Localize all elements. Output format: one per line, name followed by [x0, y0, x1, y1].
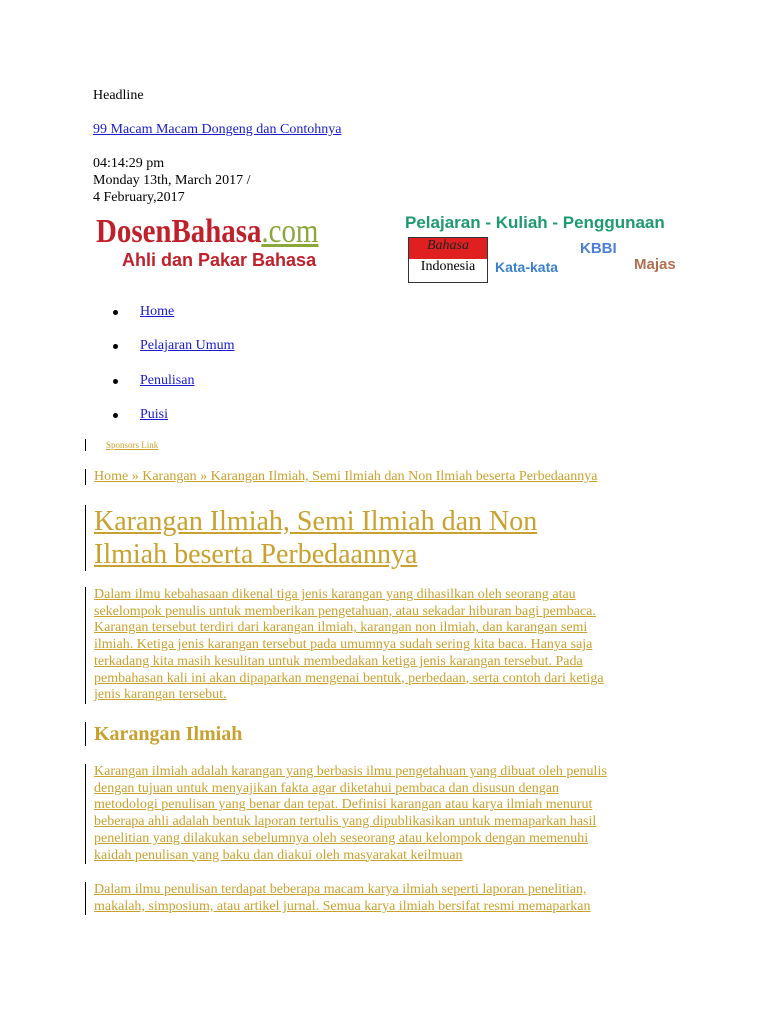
- breadcrumb: [85, 469, 597, 485]
- page-title: [85, 505, 537, 571]
- paragraph-line[interactable]: jenis karangan tersebut.: [94, 687, 227, 703]
- sponsors-link[interactable]: Sponsors Link: [106, 440, 159, 450]
- nav-link[interactable]: Puisi: [140, 407, 169, 422]
- paragraph-line[interactable]: Karangan tersebut terdiri dari karangan ilmiah, karangan non ilmiah, dan karangan semi: [94, 620, 588, 636]
- nav-link[interactable]: Home: [140, 304, 175, 319]
- headline-link[interactable]: 99 Macam Macam Dongeng dan Contohnya: [93, 122, 342, 137]
- banner-title: Pelajaran - Kuliah - Penggunaan: [405, 213, 665, 232]
- banner-word-kata: Kata-kata: [495, 259, 559, 275]
- title-line[interactable]: Ilmiah beserta Perbedaannya: [94, 539, 418, 570]
- section-heading: [85, 722, 242, 746]
- section-heading-text: Karangan Ilmiah: [94, 723, 243, 745]
- paragraph-2: [85, 882, 590, 915]
- nav-link[interactable]: Pelajaran Umum: [140, 338, 235, 353]
- paragraph-line[interactable]: makalah, simposium, atau artikel jurnal. Semua karya ilmiah bersifat resmi memaparkan: [94, 898, 591, 914]
- banner-word-kbbi: KBBI: [580, 240, 617, 257]
- bahasa-indonesia-box: [408, 237, 488, 283]
- date: Monday 13th, March 2017 /: [93, 173, 251, 188]
- logo-tagline: Ahli dan Pakar Bahasa: [122, 250, 317, 270]
- breadcrumb-links[interactable]: Home » Karangan » Karangan Ilmiah, Semi Ilmiah dan Non Ilmiah beserta Perbedaannya: [94, 469, 598, 484]
- paragraph-line[interactable]: penelitian yang dilakukan sebelumnya oleh seseorang atau kelompok dengan memenuhi: [94, 830, 589, 846]
- paragraph-line[interactable]: kaidah penulisan yang baku dan diakui oleh masyarakat keilmuan: [94, 847, 463, 863]
- site-logo[interactable]: [96, 214, 356, 274]
- nav-link[interactable]: Penulisan: [140, 373, 195, 388]
- headline-label: Headline: [93, 88, 144, 103]
- paragraph-line[interactable]: pembahasan kali ini akan dipaparkan mengenai bentuk, perbedaan, serta contoh dari ketiga: [94, 670, 604, 686]
- paragraph-line[interactable]: terkadang kita masih kesulitan untuk membedakan ketiga jenis karangan tersebut. Pada: [94, 653, 583, 669]
- paragraph-line[interactable]: Dalam ilmu kebahasaan dikenal tiga jenis karangan yang dihasilkan oleh seorang atau: [94, 587, 576, 602]
- time: 04:14:29 pm: [93, 156, 165, 171]
- date-2: 4 February,2017: [93, 190, 185, 205]
- paragraph-line[interactable]: dengan tujuan untuk menyajikan fakta agar diketahui pembaca dan disusun dengan: [94, 780, 559, 796]
- paragraph-1: [85, 764, 607, 864]
- paragraph-line[interactable]: beberapa ahli adalah bentuk laporan tertulis yang dipublikasikan untuk memaparkan hasil: [94, 814, 597, 830]
- paragraph-line[interactable]: metodologi penulisan yang benar dan tepat. Definisi karangan atau karya ilmiah menurut: [94, 797, 593, 813]
- banner: [405, 213, 700, 283]
- box-bottom: Indonesia: [420, 259, 476, 274]
- intro-paragraph: [85, 587, 604, 704]
- box-top: Bahasa: [409, 238, 487, 259]
- logo-brand: DosenBahasa: [96, 213, 262, 250]
- banner-word-majas: Majas: [634, 256, 676, 273]
- paragraph-line[interactable]: Dalam ilmu penulisan terdapat beberapa macam karya ilmiah seperti laporan penelitian,: [94, 882, 587, 897]
- paragraph-line[interactable]: ilmiah. Ketiga jenis karangan tersebut pada umumnya sudah sering kita baca. Hanya saja: [94, 637, 593, 653]
- title-line[interactable]: Karangan Ilmiah, Semi Ilmiah dan Non: [94, 506, 538, 537]
- sponsors-block: [85, 439, 158, 451]
- paragraph-line[interactable]: sekelompok penulis untuk memberikan pengetahuan, atau sekadar hiburan bagi pembaca.: [94, 603, 596, 619]
- paragraph-line[interactable]: Karangan ilmiah adalah karangan yang berbasis ilmu pengetahuan yang dibuat oleh penulis: [94, 764, 607, 779]
- logo-tld: .com: [261, 213, 319, 250]
